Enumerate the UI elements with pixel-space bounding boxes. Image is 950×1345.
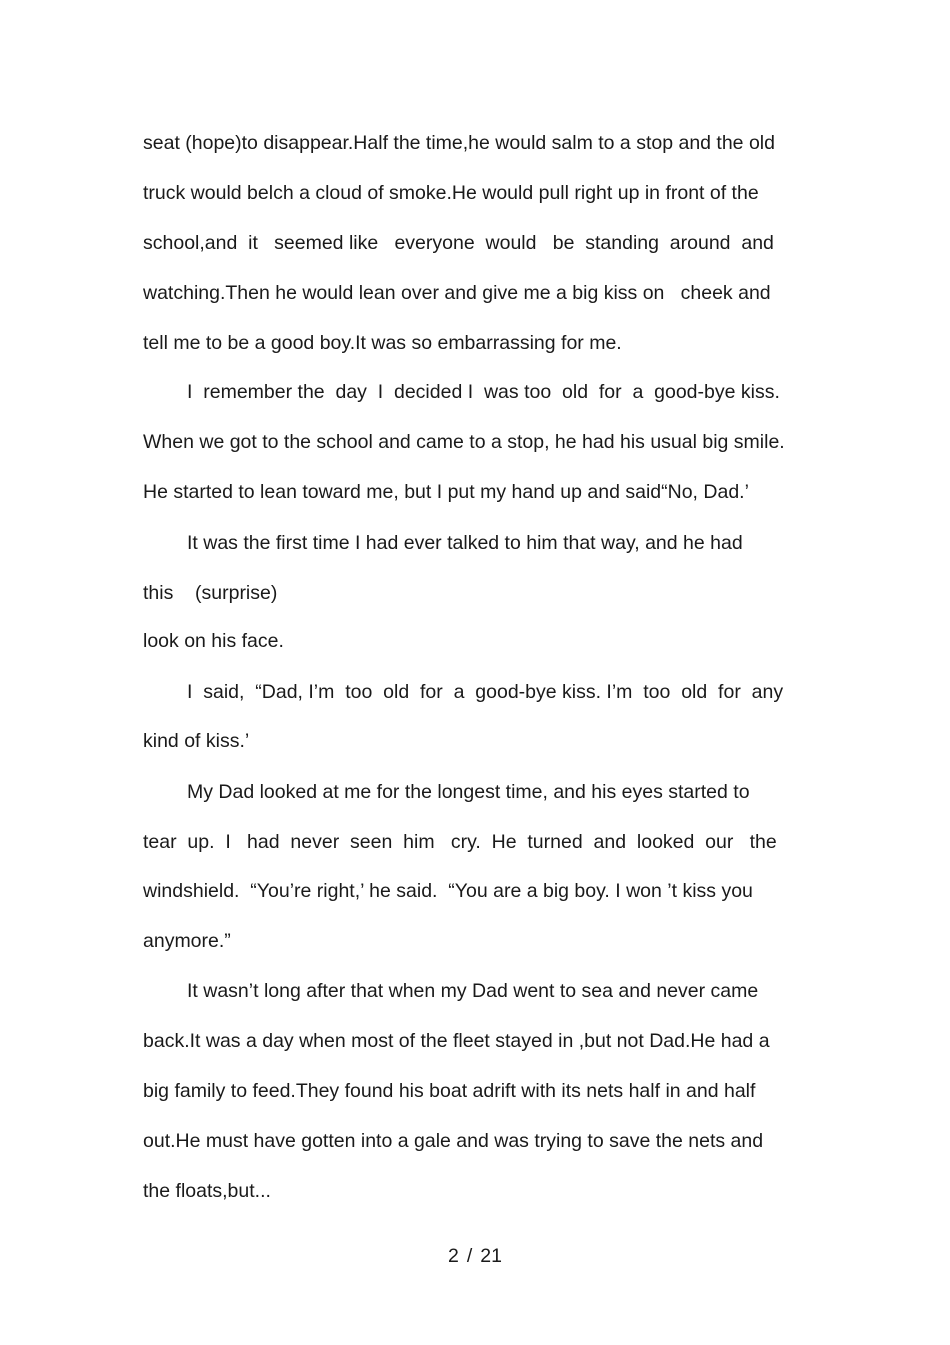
- text-line: seat (hope)to disappear.Half the time,he would salm to a stop and the old: [143, 132, 775, 154]
- page-number: [0, 1245, 950, 1268]
- text-line: kind of kiss.’: [143, 730, 250, 752]
- text-line: look on his face.: [143, 630, 284, 652]
- current-page: 2: [448, 1245, 459, 1267]
- text-line: this (surprise): [143, 582, 278, 604]
- text-line: windshield. “You’re right,’ he said. “You are a big boy. I won ’t kiss you: [143, 880, 753, 902]
- text-line: tell me to be a good boy.It was so embarrassing for me.: [143, 332, 622, 354]
- text-line: tear up. I had never seen him cry. He turned and looked our the: [143, 831, 777, 853]
- text-line: back.It was a day when most of the fleet stayed in ,but not Dad.He had a: [143, 1030, 770, 1052]
- text-line: It was the first time I had ever talked to him that way, and he had: [187, 532, 743, 554]
- text-line: My Dad looked at me for the longest time, and his eyes started to: [187, 781, 750, 803]
- total-pages: 21: [480, 1245, 502, 1267]
- text-line: I remember the day I decided I was too old for a good-bye kiss.: [187, 381, 780, 403]
- text-line: out.He must have gotten into a gale and was trying to save the nets and: [143, 1130, 764, 1152]
- text-line: the floats,but...: [143, 1180, 271, 1202]
- text-line: school,and it seemed like everyone would be standing around and: [143, 232, 774, 254]
- text-line: It wasn’t long after that when my Dad went to sea and never came: [187, 980, 759, 1002]
- text-line: anymore.”: [143, 930, 231, 952]
- text-line: He started to lean toward me, but I put my hand up and said“No, Dad.’: [143, 481, 749, 503]
- page-separator: /: [466, 1245, 473, 1267]
- text-line: I said, “Dad, I’m too old for a good-bye kiss. I’m too old for any: [187, 681, 784, 703]
- text-line: big family to feed.They found his boat adrift with its nets half in and half: [143, 1080, 756, 1102]
- text-line: When we got to the school and came to a stop, he had his usual big smile.: [143, 431, 785, 453]
- text-line: watching.Then he would lean over and give me a big kiss on cheek and: [143, 282, 771, 304]
- text-line: truck would belch a cloud of smoke.He would pull right up in front of the: [143, 182, 759, 204]
